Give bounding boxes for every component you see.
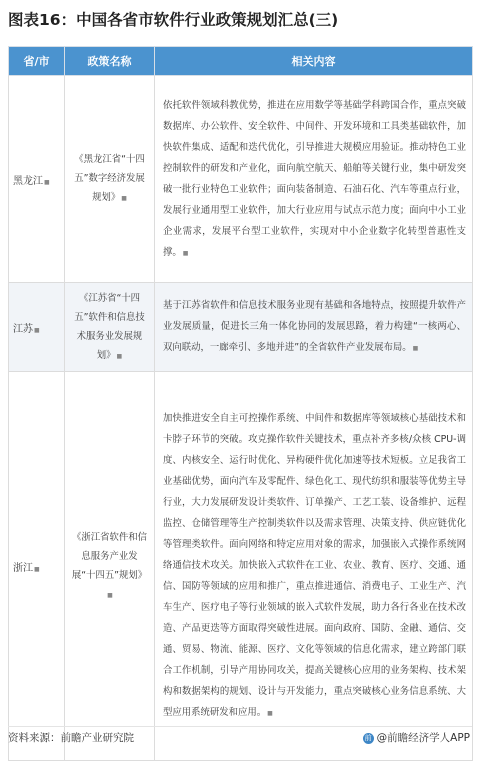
policy-name: 《江苏省“十四五”软件和信息技术服务业发展规划》 xyxy=(74,292,145,361)
policy-content: 基于江苏省软件和信息技术服务业现有基础和各地特点，按照提升软件产业发展质量，促进长三角一体化协同的发展思路，着力构建“一核两心、双向联动，一廊牵引、多地并进”的全省软件产业发展布局。 xyxy=(163,300,466,353)
header-content: 相关内容 xyxy=(155,47,473,76)
policy-name-cell: 《黑龙江省“十四五”数字经济发展规划》■ xyxy=(65,76,155,283)
content-cell: 加快推进安全自主可控操作系统、中间件和数据库等领域核心基础技术和卡脖子环节的突破。攻克操作软件关键技术，重点补齐多核/众核 CPU-调度、内核安全、运行时优化、异构硬件优化加速等技术短板。立足我省工业基础优势，面向汽车及零配件、绿色化工、现代纺织和服装等优势主导行业，大力发展研发设计类软件、订单操产、工艺工装、设备维护、远程监控、仓储管理等生产控制类软件以及需求管理、决策支持、供应链优化等管理类软件。面向网络和特定应用对象的需求，加强嵌入式操作系统网络通信技术攻关。加快嵌入式软件在工业、农业、教育、医疗、交通、通信、国防等领域的应用和推广，重点推进通信、消费电子、工业生产、汽车生产、医疗电子等行业领域的嵌入式软件发展，助力各行各业在技术改造、产品更迭等方面取得突破性进展。面向政府、国防、金融、通信、交通、贸易、物流、能源、医疗、文化等领域的信息化需求，建立跨部门联合工作机制，引导产用协同攻关，提高关键核心应用的业务架构、技术架构和数据架构的规划、设计与开发能力，重点突破核心业务信息系统、大型应用系统研发和应用。■ xyxy=(155,372,473,761)
policy-name: 《黑龙江省“十四五”数字经济发展规划》 xyxy=(74,154,145,203)
brand-logo-icon: 前 xyxy=(364,733,372,742)
province-cell: 黑龙江■ xyxy=(9,76,65,283)
province-label: 浙江 xyxy=(13,562,33,574)
source-note: 资料来源：前瞻产业研究院 xyxy=(8,732,134,744)
table-header-row xyxy=(9,47,473,76)
table-row xyxy=(9,283,473,372)
policy-table xyxy=(8,46,473,761)
policy-name-cell: 《江苏省“十四五”软件和信息技术服务业发展规划》■ xyxy=(65,283,155,372)
content-cell: 基于江苏省软件和信息技术服务业现有基础和各地特点，按照提升软件产业发展质量，促进长三角一体化协同的发展思路，着力构建“一核两心、双向联动，一廊牵引、多地并进”的全省软件产业发展布局。■ xyxy=(155,283,473,372)
policy-content: 加快推进安全自主可控操作系统、中间件和数据库等领域核心基础技术和卡脖子环节的突破。攻克操作软件关键技术，重点补齐多核/众核 CPU-调度、内核安全、运行时优化、异构硬件优化加速等技术短板。立足我省工业基础优势，面向汽车及零配件、绿色化工、现代纺织和服装等优势主导行业，大力发展研发设计类软件、订单操产、工艺工装、设备维护、远程监控、仓储管理等生产控制类软件以及需求管理、决策支持、供应链优化等管理类软件。面向网络和特定应用对象的需求，加强嵌入式操作系统网络通信技术攻关。加快嵌入式软件在工业、农业、教育、医疗、交通、通信、国防等领域的应用和推广，重点推进通信、消费电子、工业生产、汽车生产、医疗电子等行业领域的嵌入式软件发展，助力各行各业在技术改造、产品更迭等方面取得突破性进展。面向政府、国防、金融、通信、交通、贸易、物流、能源、医疗、文化等领域的信息化需求，建立跨部门联合工作机制，引导产用协同攻关，提高关键核心应用的业务架构、技术架构和数据架构的规划、设计与开发能力，重点突破核心业务信息系统、大型应用系统研发和应用。 xyxy=(163,413,466,718)
table-row xyxy=(9,76,473,283)
province-label: 江苏 xyxy=(13,323,33,335)
policy-name: 《浙江省软件和信息服务产业发展“十四五”规划》 xyxy=(71,531,148,581)
brand-label: @前瞻经济学人APP xyxy=(376,732,470,744)
content-cell: 依托软件领域科教优势，推进在应用数学等基础学科跨国合作，重点突破数据库、办公软件、安全软件、中间件、开发环境和工具类基础软件，加快软件集成、适配和迭代优化，引导推进大规模应用验证。推动特色工业控制软件的研发和产业化，面向航空航天、船舶等关键行业，集中研发突破一批行业特色工业软件；面向装备制造、石油石化、汽车等重点行业，发展行业通用型工业软件，加大行业应用与试点示范力度；面向中小工业企业需求，发展平台型工业软件，实现对中小企业数字化转型普惠性支撑。■ xyxy=(155,76,473,283)
province-label: 黑龙江 xyxy=(13,175,43,187)
province-cell: 浙江■ xyxy=(9,372,65,761)
policy-name-cell: 《浙江省软件和信息服务产业发展“十四五”规划》■ xyxy=(65,372,155,761)
header-province: 省/市 xyxy=(9,47,65,76)
brand-credit xyxy=(363,727,470,749)
policy-content: 依托软件领域科教优势，推进在应用数学等基础学科跨国合作，重点突破数据库、办公软件、安全软件、中间件、开发环境和工具类基础软件，加快软件集成、适配和迭代优化，引导推进大规模应用验证。推动特色工业控制软件的研发和产业化，面向航空航天、船舶等关键行业，集中研发突破一批行业特色工业软件；面向装备制造、石油石化、汽车等重点行业，发展行业通用型工业软件，加大行业应用与试点示范力度；面向中小工业企业需求，发展平台型工业软件，实现对中小企业数字化转型普惠性支撑。 xyxy=(163,99,466,258)
chart-title: 图表16：中国各省市软件行业政策规划汇总(三) xyxy=(8,11,339,29)
header-policy-name: 政策名称 xyxy=(65,47,155,76)
footer xyxy=(8,726,472,749)
table-row xyxy=(9,372,473,761)
province-cell: 江苏■ xyxy=(9,283,65,372)
